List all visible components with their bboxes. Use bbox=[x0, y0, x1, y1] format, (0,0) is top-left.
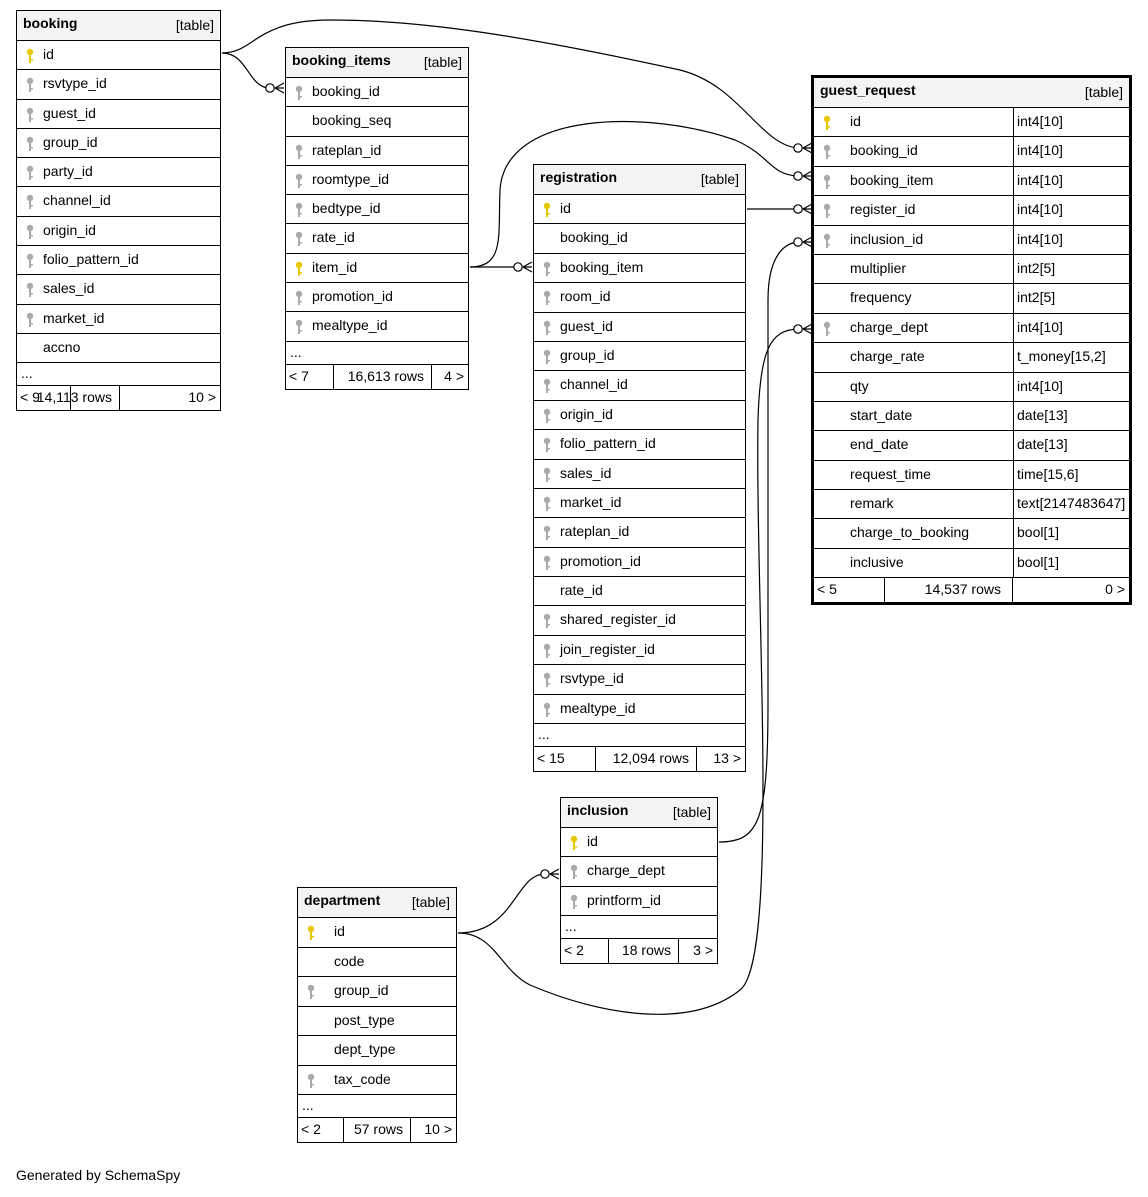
foreign-key-icon bbox=[294, 202, 304, 218]
column-name: room_id bbox=[560, 288, 611, 305]
column-name: start_date bbox=[850, 406, 913, 423]
column-row-sales-id[interactable] bbox=[534, 460, 745, 489]
column-name: booking_id bbox=[312, 83, 380, 99]
column-row-inclusion-id[interactable] bbox=[814, 226, 1129, 255]
table-type-label: [table] bbox=[672, 804, 711, 820]
more-columns-text: ... bbox=[290, 343, 302, 360]
foreign-key-icon bbox=[25, 194, 35, 210]
column-row-guest-id[interactable] bbox=[17, 100, 220, 129]
optional-cardinality-marker bbox=[794, 172, 802, 180]
table-header[interactable] bbox=[17, 11, 220, 41]
column-name: guest_id bbox=[43, 104, 96, 121]
crows-foot-marker bbox=[550, 869, 559, 879]
foreign-key-icon bbox=[542, 643, 552, 659]
column-row-charge-dept[interactable] bbox=[561, 857, 717, 886]
children-count[interactable]: 4 > bbox=[444, 367, 464, 384]
foreign-key-icon bbox=[294, 290, 304, 306]
table-registration[interactable] bbox=[533, 164, 746, 772]
column-row-group-id[interactable] bbox=[17, 129, 220, 158]
table-type-label: [table] bbox=[175, 17, 214, 33]
optional-cardinality-marker bbox=[794, 325, 802, 333]
column-type: date[13] bbox=[1013, 431, 1129, 459]
column-name: code bbox=[334, 952, 365, 969]
column-name: guest_id bbox=[560, 317, 613, 334]
column-type: int4[10] bbox=[1013, 137, 1129, 165]
column-type: int4[10] bbox=[1013, 196, 1129, 224]
row-count: 14,537 rows bbox=[924, 581, 1001, 598]
row-count: 12,094 rows bbox=[612, 750, 689, 767]
column-name: rateplan_id bbox=[312, 141, 382, 158]
column-row-guest-id[interactable] bbox=[534, 313, 745, 342]
column-name: rsvtype_id bbox=[560, 670, 624, 687]
column-name: rsvtype_id bbox=[43, 75, 107, 92]
column-row-origin-id[interactable] bbox=[534, 401, 745, 430]
column-row-room-id[interactable] bbox=[534, 283, 745, 312]
column-name: market_id bbox=[560, 493, 622, 510]
column-name: inclusion_id bbox=[850, 230, 924, 247]
column-type: time[15,6] bbox=[1013, 461, 1129, 489]
row-count: 14,113 rows bbox=[36, 389, 112, 406]
children-count[interactable]: 0 > bbox=[1105, 581, 1125, 598]
column-row-rateplan-id[interactable] bbox=[534, 518, 745, 547]
column-row-origin-id[interactable] bbox=[17, 217, 220, 246]
footer-divider bbox=[678, 939, 679, 963]
foreign-key-icon bbox=[542, 261, 552, 277]
table-header[interactable] bbox=[814, 78, 1129, 108]
crows-foot-marker bbox=[275, 83, 284, 93]
column-row-booking-id[interactable] bbox=[534, 224, 745, 253]
table-name[interactable]: booking_items bbox=[292, 52, 391, 68]
column-name: end_date bbox=[850, 436, 909, 453]
column-row-booking-id[interactable] bbox=[814, 137, 1129, 166]
primary-key-icon bbox=[822, 115, 832, 131]
table-department[interactable] bbox=[297, 887, 457, 1143]
foreign-key-icon bbox=[542, 349, 552, 365]
more-columns-text: ... bbox=[565, 918, 577, 935]
column-row-booking-id[interactable] bbox=[286, 78, 468, 107]
column-name: rate_id bbox=[560, 582, 603, 599]
column-row-remark[interactable] bbox=[814, 490, 1129, 519]
column-name: booking_seq bbox=[312, 112, 392, 129]
column-name: origin_id bbox=[560, 405, 613, 422]
table-footer bbox=[298, 1118, 456, 1142]
foreign-key-icon bbox=[542, 378, 552, 394]
column-name: group_id bbox=[560, 346, 615, 363]
more-columns-indicator[interactable] bbox=[17, 363, 220, 386]
column-name: mealtype_id bbox=[312, 317, 388, 334]
more-columns-text: ... bbox=[538, 726, 550, 743]
column-name: booking_item bbox=[560, 258, 644, 275]
more-columns-text: ... bbox=[302, 1097, 314, 1113]
footer-divider bbox=[1012, 578, 1013, 602]
foreign-key-icon bbox=[542, 555, 552, 571]
foreign-key-icon bbox=[569, 864, 579, 880]
table-name[interactable]: registration bbox=[540, 169, 618, 185]
table-type-label: [table] bbox=[423, 54, 462, 70]
column-name: printform_id bbox=[587, 891, 661, 908]
column-name: inclusive bbox=[850, 553, 904, 570]
optional-cardinality-marker bbox=[266, 84, 274, 92]
children-count[interactable]: 13 > bbox=[713, 750, 741, 767]
column-row-promotion-id[interactable] bbox=[286, 283, 468, 312]
foreign-key-icon bbox=[542, 702, 552, 718]
column-row-booking-seq[interactable] bbox=[286, 107, 468, 136]
footer-divider bbox=[333, 365, 334, 389]
column-row-market-id[interactable] bbox=[17, 305, 220, 334]
column-row-shared-register-id[interactable] bbox=[534, 606, 745, 635]
column-name: folio_pattern_id bbox=[560, 435, 656, 452]
table-footer bbox=[286, 365, 468, 389]
footer-divider bbox=[119, 386, 120, 410]
more-columns-indicator[interactable] bbox=[286, 342, 468, 365]
generated-by-footer: Generated by SchemaSpy bbox=[16, 1167, 181, 1183]
optional-cardinality-marker bbox=[514, 263, 522, 271]
column-row-accno[interactable] bbox=[17, 334, 220, 363]
foreign-key-icon bbox=[294, 173, 304, 189]
children-count[interactable]: 3 > bbox=[693, 942, 713, 959]
footer-divider bbox=[595, 747, 596, 771]
optional-cardinality-marker bbox=[794, 205, 802, 213]
column-row-party-id[interactable] bbox=[17, 158, 220, 187]
column-name: accno bbox=[43, 338, 81, 355]
column-name: request_time bbox=[850, 465, 931, 482]
column-row-code[interactable] bbox=[298, 948, 456, 978]
column-name: bedtype_id bbox=[312, 200, 381, 217]
column-type: int2[5] bbox=[1013, 255, 1129, 283]
column-row-booking-item[interactable] bbox=[814, 167, 1129, 196]
column-type: int4[10] bbox=[1013, 314, 1129, 342]
column-row-charge-rate[interactable] bbox=[814, 343, 1129, 372]
table-type-label: [table] bbox=[411, 894, 450, 910]
column-row-group-id[interactable] bbox=[534, 342, 745, 371]
column-row-inclusive[interactable] bbox=[814, 549, 1129, 578]
column-row-channel-id[interactable] bbox=[17, 187, 220, 216]
foreign-key-icon bbox=[25, 224, 35, 240]
column-row-register-id[interactable] bbox=[814, 196, 1129, 225]
children-count[interactable]: 10 > bbox=[424, 1121, 452, 1137]
foreign-key-icon bbox=[25, 282, 35, 298]
foreign-key-icon bbox=[822, 321, 832, 337]
column-name: register_id bbox=[850, 201, 916, 218]
primary-key-icon bbox=[306, 925, 316, 941]
column-name: remark bbox=[850, 495, 894, 512]
table-type-label: [table] bbox=[1084, 84, 1123, 100]
column-name: charge_dept bbox=[587, 862, 665, 879]
foreign-key-icon bbox=[25, 165, 35, 181]
column-row-rsvtype-id[interactable] bbox=[534, 665, 745, 694]
relationship-line bbox=[458, 874, 545, 933]
children-count[interactable]: 10 > bbox=[188, 389, 216, 406]
column-name: rateplan_id bbox=[560, 523, 630, 540]
table-name[interactable]: guest_request bbox=[820, 82, 916, 98]
table-header[interactable] bbox=[561, 798, 717, 828]
column-name: dept_type bbox=[334, 1041, 396, 1057]
crows-foot-marker bbox=[523, 262, 532, 272]
column-row-roomtype-id[interactable] bbox=[286, 166, 468, 195]
parents-count[interactable]: < 2 bbox=[301, 1121, 321, 1137]
column-row-group-id[interactable] bbox=[298, 977, 456, 1007]
column-type: bool[1] bbox=[1013, 549, 1129, 577]
relationship-line bbox=[222, 53, 270, 88]
column-row-mealtype-id[interactable] bbox=[286, 312, 468, 341]
more-columns-indicator[interactable] bbox=[561, 916, 717, 939]
optional-cardinality-marker bbox=[794, 238, 802, 246]
column-row-post-type[interactable] bbox=[298, 1007, 456, 1037]
column-name: group_id bbox=[334, 982, 389, 998]
table-name[interactable]: inclusion bbox=[567, 802, 629, 818]
table-header[interactable] bbox=[534, 165, 745, 195]
column-name: group_id bbox=[43, 133, 98, 150]
column-row-item-id[interactable] bbox=[286, 254, 468, 283]
column-type: int4[10] bbox=[1013, 167, 1129, 195]
foreign-key-icon bbox=[25, 136, 35, 152]
column-name: booking_item bbox=[850, 171, 934, 188]
row-count: 16,613 rows bbox=[347, 367, 424, 384]
column-name: booking_id bbox=[560, 229, 628, 246]
more-columns-indicator[interactable] bbox=[534, 724, 745, 747]
table-footer bbox=[17, 386, 220, 410]
column-name: join_register_id bbox=[560, 640, 655, 657]
column-row-id[interactable] bbox=[17, 41, 220, 70]
table-name[interactable]: department bbox=[304, 892, 381, 908]
foreign-key-icon bbox=[542, 320, 552, 336]
column-row-join-register-id[interactable] bbox=[534, 636, 745, 665]
column-row-dept-type[interactable] bbox=[298, 1036, 456, 1066]
column-name: sales_id bbox=[560, 464, 612, 481]
column-row-channel-id[interactable] bbox=[534, 371, 745, 400]
column-name: promotion_id bbox=[312, 288, 393, 305]
foreign-key-icon bbox=[25, 312, 35, 328]
foreign-key-icon bbox=[542, 525, 552, 541]
column-row-id[interactable] bbox=[298, 918, 456, 948]
column-row-end-date[interactable] bbox=[814, 431, 1129, 460]
parents-count[interactable]: < 5 bbox=[817, 581, 837, 598]
parents-count[interactable]: < 9 bbox=[20, 389, 40, 406]
column-type: bool[1] bbox=[1013, 519, 1129, 547]
parents-count[interactable]: < 2 bbox=[564, 942, 584, 959]
column-name: promotion_id bbox=[560, 552, 641, 569]
column-row-id[interactable] bbox=[814, 108, 1129, 137]
foreign-key-icon bbox=[822, 203, 832, 219]
column-name: charge_to_booking bbox=[850, 524, 970, 541]
parents-count[interactable]: < 15 bbox=[537, 750, 565, 767]
column-row-rate-id[interactable] bbox=[534, 577, 745, 606]
column-row-folio-pattern-id[interactable] bbox=[17, 246, 220, 275]
foreign-key-icon bbox=[306, 984, 316, 1000]
foreign-key-icon bbox=[542, 496, 552, 512]
table-guest_request[interactable] bbox=[811, 75, 1132, 605]
more-columns-indicator[interactable] bbox=[298, 1095, 456, 1118]
footer-divider bbox=[884, 578, 885, 602]
primary-key-icon bbox=[294, 261, 304, 277]
row-count: 57 rows bbox=[353, 1121, 403, 1137]
column-name: rate_id bbox=[312, 229, 355, 246]
foreign-key-icon bbox=[542, 467, 552, 483]
table-inclusion[interactable] bbox=[560, 797, 718, 964]
column-name: post_type bbox=[334, 1011, 395, 1028]
column-row-qty[interactable] bbox=[814, 373, 1129, 402]
column-row-charge-dept[interactable] bbox=[814, 314, 1129, 343]
column-row-id[interactable] bbox=[534, 195, 745, 224]
column-row-booking-item[interactable] bbox=[534, 254, 745, 283]
column-name: origin_id bbox=[43, 221, 96, 238]
foreign-key-icon bbox=[542, 290, 552, 306]
foreign-key-icon bbox=[542, 437, 552, 453]
foreign-key-icon bbox=[542, 613, 552, 629]
column-row-frequency[interactable] bbox=[814, 284, 1129, 313]
column-row-id[interactable] bbox=[561, 828, 717, 857]
column-row-sales-id[interactable] bbox=[17, 275, 220, 304]
table-footer bbox=[534, 747, 745, 771]
foreign-key-icon bbox=[294, 85, 304, 101]
column-name: party_id bbox=[43, 163, 93, 180]
column-row-folio-pattern-id[interactable] bbox=[534, 430, 745, 459]
optional-cardinality-marker bbox=[794, 144, 802, 152]
column-row-tax-code[interactable] bbox=[298, 1066, 456, 1096]
column-name: charge_rate bbox=[850, 348, 925, 365]
column-type: int4[10] bbox=[1013, 108, 1129, 136]
primary-key-icon bbox=[25, 48, 35, 64]
column-type: t_money[15,2] bbox=[1013, 343, 1129, 371]
column-name: sales_id bbox=[43, 280, 95, 297]
table-name[interactable]: booking bbox=[23, 15, 78, 31]
column-type: int2[5] bbox=[1013, 284, 1129, 312]
foreign-key-icon bbox=[294, 144, 304, 160]
foreign-key-icon bbox=[822, 174, 832, 190]
column-name: id bbox=[587, 833, 598, 849]
column-name: channel_id bbox=[560, 376, 628, 393]
column-name: id bbox=[560, 200, 571, 216]
column-row-promotion-id[interactable] bbox=[534, 548, 745, 577]
column-row-rateplan-id[interactable] bbox=[286, 137, 468, 166]
column-name: multiplier bbox=[850, 259, 907, 276]
foreign-key-icon bbox=[294, 231, 304, 247]
column-name: id bbox=[334, 923, 345, 939]
column-name: folio_pattern_id bbox=[43, 251, 139, 268]
foreign-key-icon bbox=[25, 107, 35, 123]
row-count: 18 rows bbox=[621, 942, 671, 959]
column-type: date[13] bbox=[1013, 402, 1129, 430]
table-header[interactable] bbox=[286, 48, 468, 78]
footer-divider bbox=[608, 939, 609, 963]
more-columns-text: ... bbox=[21, 365, 33, 382]
column-type: int4[10] bbox=[1013, 226, 1129, 254]
column-row-rate-id[interactable] bbox=[286, 224, 468, 253]
column-name: charge_dept bbox=[850, 318, 928, 335]
foreign-key-icon bbox=[569, 894, 579, 910]
foreign-key-icon bbox=[542, 408, 552, 424]
column-name: id bbox=[43, 46, 54, 62]
primary-key-icon bbox=[569, 835, 579, 851]
table-header[interactable] bbox=[298, 888, 456, 918]
footer-divider bbox=[410, 1118, 411, 1142]
column-name: id bbox=[850, 113, 861, 129]
table-booking[interactable] bbox=[16, 10, 221, 411]
column-name: shared_register_id bbox=[560, 611, 676, 628]
column-row-request-time[interactable] bbox=[814, 461, 1129, 490]
table-type-label: [table] bbox=[700, 171, 739, 187]
foreign-key-icon bbox=[25, 77, 35, 93]
column-row-charge-to-booking[interactable] bbox=[814, 519, 1129, 548]
column-type: text[2147483647] bbox=[1013, 490, 1129, 518]
foreign-key-icon bbox=[822, 144, 832, 160]
column-row-market-id[interactable] bbox=[534, 489, 745, 518]
table-footer bbox=[814, 578, 1129, 602]
column-name: market_id bbox=[43, 309, 105, 326]
column-row-mealtype-id[interactable] bbox=[534, 695, 745, 724]
footer-divider bbox=[431, 365, 432, 389]
table-footer bbox=[561, 939, 717, 963]
column-row-start-date[interactable] bbox=[814, 402, 1129, 431]
foreign-key-icon bbox=[542, 672, 552, 688]
column-row-rsvtype-id[interactable] bbox=[17, 70, 220, 99]
column-row-multiplier[interactable] bbox=[814, 255, 1129, 284]
foreign-key-icon bbox=[306, 1073, 316, 1089]
footer-divider bbox=[343, 1118, 344, 1142]
primary-key-icon bbox=[542, 202, 552, 218]
column-type: int4[10] bbox=[1013, 373, 1129, 401]
foreign-key-icon bbox=[822, 233, 832, 249]
foreign-key-icon bbox=[25, 253, 35, 269]
column-name: tax_code bbox=[334, 1070, 391, 1087]
column-row-printform-id[interactable] bbox=[561, 887, 717, 916]
footer-divider bbox=[696, 747, 697, 771]
column-name: item_id bbox=[312, 258, 358, 275]
column-name: qty bbox=[850, 377, 869, 394]
column-name: roomtype_id bbox=[312, 170, 390, 187]
table-booking_items[interactable] bbox=[285, 47, 469, 390]
column-name: channel_id bbox=[43, 192, 111, 209]
parents-count[interactable]: < 7 bbox=[289, 367, 309, 384]
column-name: booking_id bbox=[850, 142, 918, 159]
column-row-bedtype-id[interactable] bbox=[286, 195, 468, 224]
column-name: mealtype_id bbox=[560, 699, 636, 716]
foreign-key-icon bbox=[294, 319, 304, 335]
column-name: frequency bbox=[850, 289, 912, 306]
optional-cardinality-marker bbox=[541, 870, 549, 878]
